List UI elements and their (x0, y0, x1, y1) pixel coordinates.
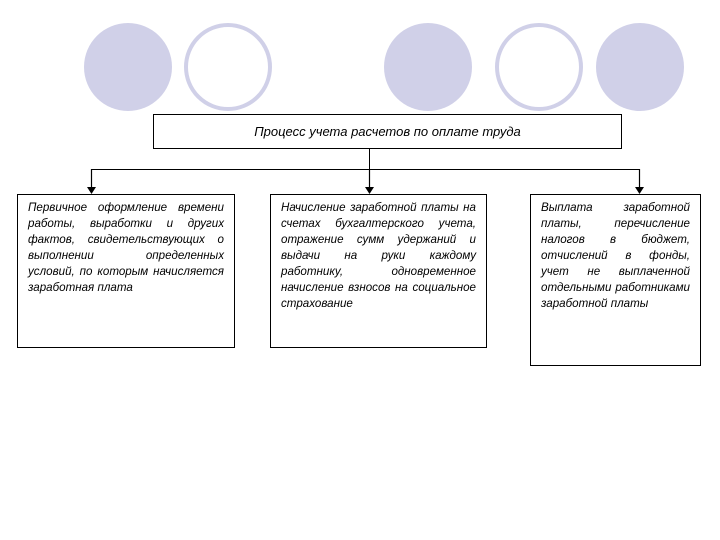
process-step-text-1: Первичное оформление времени работы, выработки и других фактов, свидетельствующих о выполнении определенных условий, по которым начисляется заработная плата (28, 201, 224, 294)
process-step-text-2: Начисление заработной платы на счетах бухгалтерского учета, отражение сумм удержаний и выдачи на руки каждому работнику, одновременное начисление взносов на социальное страхование (281, 201, 476, 310)
process-step-box-2 (270, 194, 487, 348)
arrow-head-left (87, 187, 96, 194)
process-step-box-3 (530, 194, 701, 366)
process-step-box-1 (17, 194, 235, 348)
arrow-head-right (635, 187, 644, 194)
arrow-head-middle (365, 187, 374, 194)
process-title: Процесс учета расчетов по оплате труда (254, 124, 521, 139)
process-step-text-3: Выплата заработной платы, перечисление налогов в бюджет, отчислений в фонды, учет не выплаченной отдельными работниками заработной платы (541, 201, 690, 310)
